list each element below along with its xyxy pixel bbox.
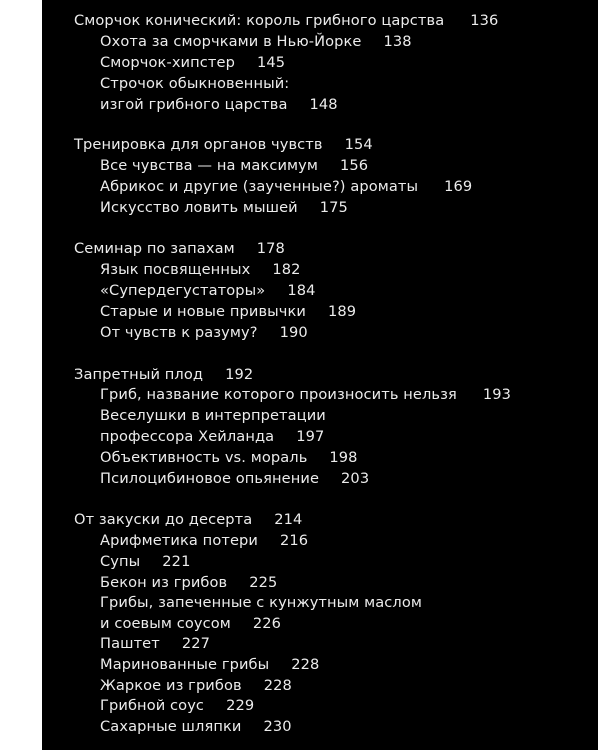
item-text: изгой грибного царства <box>100 96 288 113</box>
item-text: Гриб, название которого произносить нельзя <box>100 386 457 403</box>
page-number: 175 <box>319 199 348 216</box>
item-text: и соевым соусом <box>100 615 231 632</box>
section-title <box>74 12 498 30</box>
page-number: 138 <box>383 33 412 50</box>
list-item <box>100 574 277 592</box>
section-title <box>74 240 285 258</box>
page-number: 228 <box>263 677 292 694</box>
page-number: 192 <box>225 366 254 383</box>
page-number: 214 <box>274 511 303 528</box>
item-text: Жаркое из грибов <box>100 677 242 694</box>
page-number: 225 <box>249 574 278 591</box>
list-item <box>100 54 285 72</box>
item-text: Строчок обыкновенный: <box>100 75 290 92</box>
item-text: Охота за сморчками в Нью-Йорке <box>100 33 362 50</box>
page-number: 184 <box>287 282 316 299</box>
page-number: 226 <box>252 615 282 632</box>
page-number: 178 <box>256 240 285 257</box>
list-item <box>100 449 358 467</box>
item-text: Объективность vs. мораль <box>100 449 308 466</box>
page-number: 197 <box>296 428 325 445</box>
section-title <box>74 366 253 384</box>
list-item <box>100 615 281 633</box>
item-text: От чувств к разуму? <box>100 324 258 341</box>
page-number: 156 <box>340 157 369 174</box>
page-number: 136 <box>470 12 499 29</box>
page-number: 193 <box>482 386 512 403</box>
list-item <box>100 303 356 321</box>
item-text: Арифметика потери <box>100 532 258 549</box>
list-item <box>100 635 210 653</box>
list-item <box>100 428 324 446</box>
list-item <box>100 470 369 488</box>
page-number: 198 <box>329 449 358 466</box>
section-title-text: Запретный плод <box>74 366 204 383</box>
section-title-text: Тренировка для органов чувств <box>74 136 323 153</box>
page-number: 169 <box>444 178 473 195</box>
item-text: Сморчок-хипстер <box>100 54 235 71</box>
page-number: 189 <box>328 303 357 320</box>
list-item <box>100 199 348 217</box>
section-title <box>74 136 373 154</box>
table-of-contents <box>42 0 598 750</box>
item-text: Все чувства — на максимум <box>100 157 319 174</box>
list-item <box>100 553 190 571</box>
item-text: Сахарные шляпки <box>100 718 242 735</box>
page-number: 230 <box>263 718 292 735</box>
list-item <box>100 157 368 175</box>
page-number: 145 <box>256 54 286 71</box>
list-item <box>100 178 472 196</box>
page-number: 148 <box>309 96 338 113</box>
item-text: Маринованные грибы <box>100 656 270 673</box>
list-item <box>100 324 308 342</box>
section-title <box>74 511 302 529</box>
item-text: Бекон из грибов <box>100 574 228 591</box>
list-item <box>100 594 422 612</box>
item-text: Грибы, запеченные с кунжутным маслом <box>100 594 422 611</box>
item-text: профессора Хейланда <box>100 428 275 445</box>
list-item <box>100 261 300 279</box>
item-text: Абрикос и другие (заученные?) ароматы <box>100 178 419 195</box>
item-text: «Супердегустаторы» <box>100 282 266 299</box>
page-number: 203 <box>341 470 370 487</box>
item-text: Искусство ловить мышей <box>100 199 298 216</box>
page-number: 227 <box>181 635 211 652</box>
item-text: Паштет <box>100 635 160 652</box>
list-item <box>100 677 292 695</box>
page-number: 182 <box>272 261 301 278</box>
item-text: Веселушки в интерпретации <box>100 407 326 424</box>
list-item <box>100 697 254 715</box>
list-item <box>100 386 511 404</box>
item-text: Язык посвященных <box>100 261 251 278</box>
section-title-text: Семинар по запахам <box>74 240 235 257</box>
page-number: 154 <box>344 136 373 153</box>
item-text: Грибной соус <box>100 697 205 714</box>
page-number: 229 <box>226 697 255 714</box>
list-item <box>100 282 315 300</box>
item-text: Старые и новые привычки <box>100 303 307 320</box>
list-item <box>100 656 319 674</box>
page-number: 228 <box>291 656 320 673</box>
section-title-text: От закуски до десерта <box>74 511 253 528</box>
item-text: Супы <box>100 553 141 570</box>
item-text: Псилоцибиновое опьянение <box>100 470 320 487</box>
list-item <box>100 718 292 736</box>
list-item <box>100 407 326 425</box>
section-title-text: Сморчок конический: король грибного царства <box>74 12 445 29</box>
page-number: 221 <box>162 553 191 570</box>
page-number: 216 <box>279 532 309 549</box>
list-item <box>100 532 308 550</box>
list-item <box>100 96 338 114</box>
list-item <box>100 75 289 93</box>
list-item <box>100 33 412 51</box>
page-number: 190 <box>279 324 308 341</box>
